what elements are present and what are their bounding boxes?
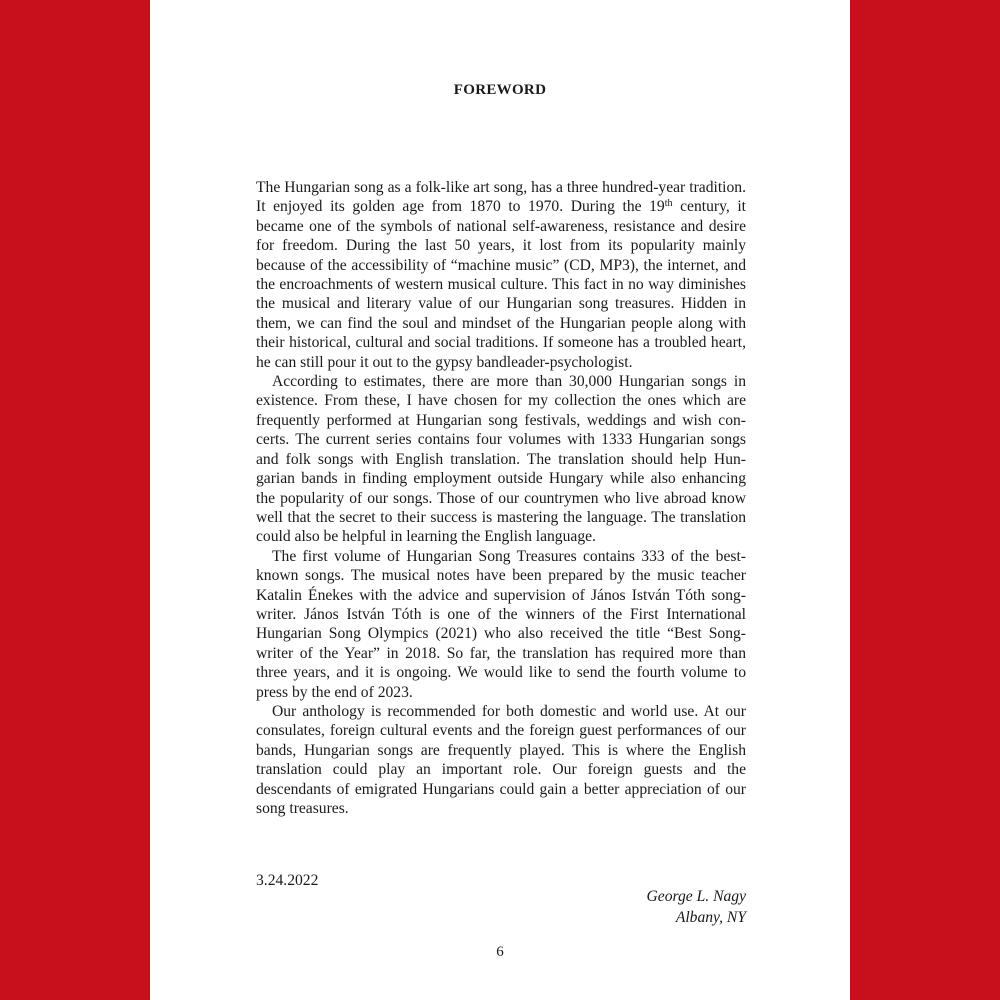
paragraph-2: According to estimates, there are more than 30,000 Hungarian songs in existence. From these, I have chosen for my collection the ones which are frequently performed at Hungarian song festivals, weddings and wish concerts. The current series contains four volumes with 1333 Hungarian songs and folk songs with English translation. The translation should help Hungarian bands in finding employment outside Hungary while also enhancing the popularity of our songs. Those of our countrymen who live abroad know well that the secret to their success is mastering the language. The translation could also be helpful in learning the English language.: [256, 373, 746, 546]
paragraph-1: [256, 178, 746, 372]
date: 3.24.2022: [256, 872, 319, 889]
paragraph-1-text-a: The Hungarian song as a folk-like art song, has a three hundred-year tradition. It enjoyed its golden age from 1870 to 1970. During the 19: [256, 179, 746, 216]
paragraph-3: The first volume of Hungarian Song Treasures contains 333 of the best-known songs. The musical notes have been prepared by the music teacher Katalin Énekes with the advice and supervision of János István Tóth songwriter. János István Tóth is one of the winners of the First International Hungarian Song Olympics (2021) who also received the title “Best Songwriter of the Year” in 2018. So far, the translation has required more than three years, and it is ongoing. We would like to send the fourth volume to press by the end of 2023.: [256, 547, 746, 701]
paragraph-4: Our anthology is recommended for both domestic and world use. At our consulates, foreign cultural events and the foreign guest performances of our bands, Hungarian songs are frequently played. This is where the English translation could play an important role. Our foreign guests and the descendants of emigrated Hungarians could gain a better appreciation of our song treasures.: [256, 702, 746, 817]
signature-block: [647, 886, 746, 928]
book-page: [150, 0, 850, 1000]
superscript-th: th: [664, 198, 673, 210]
page-title: FOREWORD: [453, 82, 547, 98]
author-place: Albany, NY: [675, 909, 746, 926]
author-name: George L. Nagy: [646, 888, 746, 905]
page-number: 6: [496, 944, 504, 960]
foreword-body: [256, 178, 746, 818]
paragraph-1-text-b: century, it became one of the symbols of national self-awareness, resistance and desire for freedom. During the last 50 years, it lost from its popularity mainly because of the accessibility of “machine music” (CD, MP3), the internet, and the encroachments of western musical culture. This fact in no way diminishes the musical and literary value of our Hungarian song treasures. Hidden in them, we can find the soul and mindset of the Hungarian people along with their historical, cultural and social traditions. If someone has a troubled heart, he can still pour it out to the gypsy bandleader-psychologist.: [256, 198, 747, 371]
